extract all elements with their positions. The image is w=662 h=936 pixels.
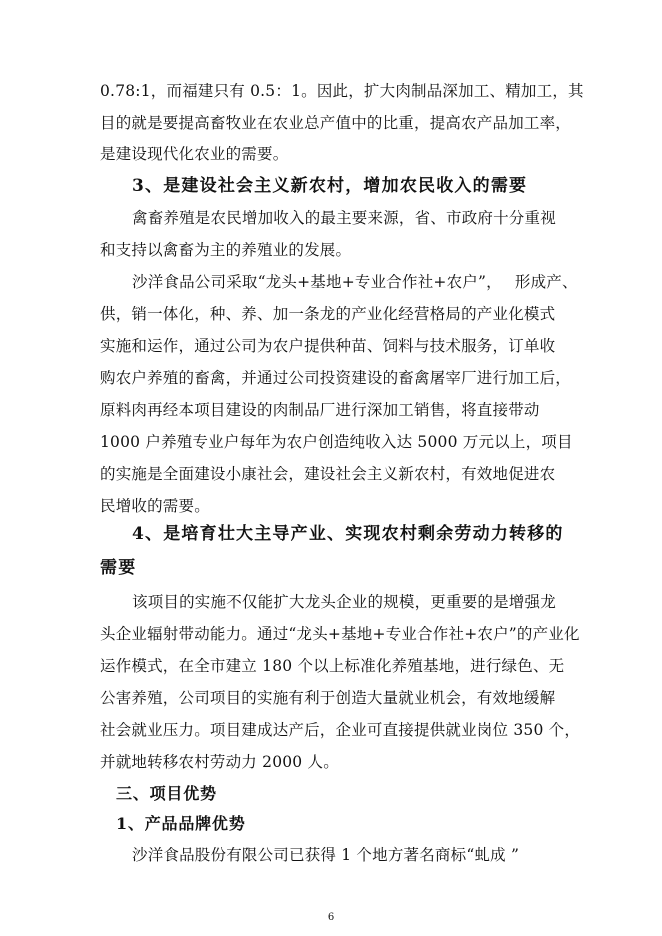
body-text-line: 沙洋食品股份有限公司已获得 1 个地方著名商标“虬成 ” [132,846,520,864]
body-text-line: 供，销一体化，种、养、加一条龙的产业化经营格局的产业化模式 [100,305,556,323]
body-text-line: 是建设现代化农业的需要。 [100,145,289,163]
body-text-line: 该项目的实施不仅能扩大龙头企业的规模，更重要的是增强龙 [132,593,556,611]
body-text-line: 原料肉再经本项目建设的肉制品厂进行深加工销售，将直接带动 [100,401,540,419]
body-text-line: 的实施是全面建设小康社会，建设社会主义新农村，有效地促进农 [100,465,556,483]
chapter-heading-project-advantages: 三、项目优势 [116,784,217,803]
body-text-line: 并就地转移农村劳动力 2000 人。 [100,753,339,771]
body-text-line: 社会就业压力。项目建成达产后，企业可直接提供就业岗位 350 个， [100,721,581,739]
body-text-line: 民增收的需要。 [100,497,210,515]
body-text-line: 禽畜养殖是农民增加收入的最主要来源，省、市政府十分重视 [132,209,556,227]
body-text-line: 1000 户养殖专业户每年为农户创造纯收入达 5000 万元以上，项目 [100,433,573,451]
body-text-line: 实施和运作，通过公司为农户提供种苗、饲料与技术服务，订单收 [100,337,556,355]
subheading-product-brand-advantage: 1、产品品牌优势 [116,814,246,833]
body-text-line: 头企业辐射带动能力。通过“龙头+基地+专业合作社+农户”的产业化 [100,625,580,643]
body-text-line: 沙洋食品公司采取“龙头+基地+专业合作社+农户”， 形成产、 [132,273,578,291]
section-heading-3: 3、是建设社会主义新农村，增加农民收入的需要 [132,176,528,196]
body-text-line: 运作模式，在全市建立 180 个以上标准化养殖基地，进行绿色、无 [100,657,565,675]
body-text-line: 购农户养殖的畜禽，并通过公司投资建设的畜禽屠宰厂进行加工后， [100,369,572,387]
section-heading-4-continued: 需要 [100,558,137,578]
body-text-line: 公害养殖，公司项目的实施有利于创造大量就业机会，有效地缓解 [100,689,556,707]
body-text-line: 0.78:1，而福建只有 0.5：1。因此，扩大肉制品深加工、精加工，其 [100,82,584,100]
page-number: 6 [327,912,335,923]
body-text-line: 和支持以禽畜为主的养殖业的发展。 [100,241,352,259]
section-heading-4: 4、是培育壮大主导产业、实现农村剩余劳动力转移的 [132,524,564,544]
body-text-line: 目的就是要提高畜牧业在农业总产值中的比重，提高农产品加工率， [100,114,572,132]
